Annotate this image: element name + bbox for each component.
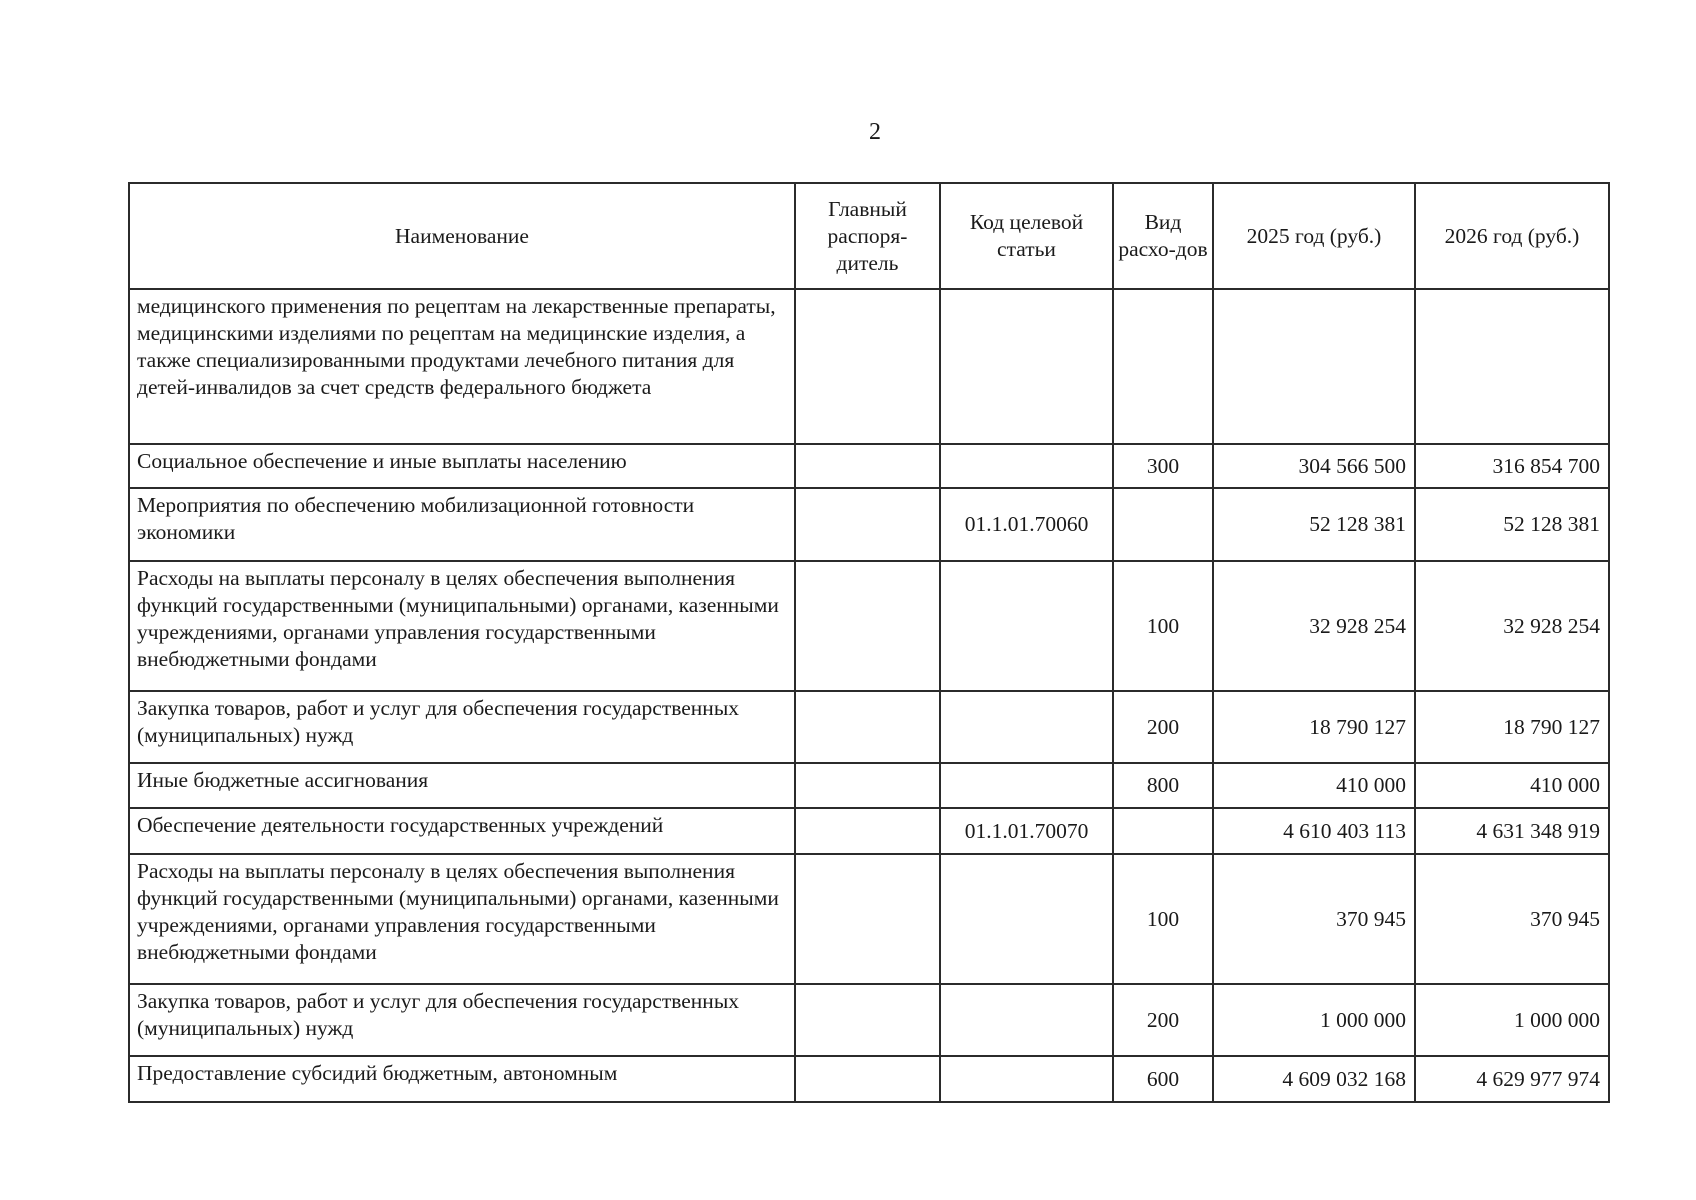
budget-table <box>128 182 1610 1103</box>
table-row <box>129 854 1609 984</box>
row-manager <box>795 763 940 808</box>
row-name: Расходы на выплаты персоналу в целях обеспечения выполнения функций государственными (муниципальными) органами, казенными учреждениями, органами управления государственными внебюджетными фондами <box>129 561 795 691</box>
row-name: Мероприятия по обеспечению мобилизационной готовности экономики <box>129 488 795 561</box>
row-name: Предоставление субсидий бюджетным, автономным <box>129 1056 795 1102</box>
row-code <box>940 561 1113 691</box>
row-name: Закупка товаров, работ и услуг для обеспечения государственных (муниципальных) нужд <box>129 691 795 763</box>
row-kind <box>1113 488 1213 561</box>
row-kind: 800 <box>1113 763 1213 808</box>
row-kind: 200 <box>1113 984 1213 1056</box>
row-kind: 300 <box>1113 444 1213 488</box>
row-manager <box>795 691 940 763</box>
row-amount-2025: 4 609 032 168 <box>1213 1056 1415 1102</box>
row-amount-2025: 4 610 403 113 <box>1213 808 1415 854</box>
row-manager <box>795 488 940 561</box>
row-name: Иные бюджетные ассигнования <box>129 763 795 808</box>
row-amount-2026: 4 631 348 919 <box>1415 808 1609 854</box>
header-2025: 2025 год (руб.) <box>1213 183 1415 289</box>
header-expense-kind: Вид расхо-дов <box>1113 183 1213 289</box>
row-amount-2025: 370 945 <box>1213 854 1415 984</box>
row-amount-2026: 32 928 254 <box>1415 561 1609 691</box>
row-manager <box>795 984 940 1056</box>
table-row <box>129 691 1609 763</box>
row-code <box>940 763 1113 808</box>
page-number: 2 <box>869 119 881 145</box>
row-amount-2025: 410 000 <box>1213 763 1415 808</box>
row-code <box>940 1056 1113 1102</box>
header-name: Наименование <box>129 183 795 289</box>
table-row <box>129 488 1609 561</box>
row-code: 01.1.01.70060 <box>940 488 1113 561</box>
row-code <box>940 854 1113 984</box>
row-manager <box>795 808 940 854</box>
row-code <box>940 691 1113 763</box>
table-row <box>129 808 1609 854</box>
row-manager <box>795 1056 940 1102</box>
table-row <box>129 289 1609 444</box>
row-kind: 100 <box>1113 561 1213 691</box>
row-manager <box>795 444 940 488</box>
row-name: Обеспечение деятельности государственных учреждений <box>129 808 795 854</box>
row-amount-2026: 18 790 127 <box>1415 691 1609 763</box>
table-row <box>129 984 1609 1056</box>
row-amount-2025: 304 566 500 <box>1213 444 1415 488</box>
row-amount-2025: 52 128 381 <box>1213 488 1415 561</box>
row-amount-2025: 32 928 254 <box>1213 561 1415 691</box>
row-name: медицинского применения по рецептам на лекарственные препараты, медицинскими изделиями по рецептам на медицинские изделия, а также специализированными продуктами лечебного питания для детей-инвалидов за счет средств федерального бюджета <box>129 289 795 444</box>
row-manager <box>795 854 940 984</box>
row-manager <box>795 561 940 691</box>
row-kind: 200 <box>1113 691 1213 763</box>
table-header-row <box>129 183 1609 289</box>
table-row <box>129 444 1609 488</box>
row-code: 01.1.01.70070 <box>940 808 1113 854</box>
row-manager <box>795 289 940 444</box>
row-amount-2025: 1 000 000 <box>1213 984 1415 1056</box>
row-amount-2026: 52 128 381 <box>1415 488 1609 561</box>
row-amount-2026: 370 945 <box>1415 854 1609 984</box>
row-amount-2026: 410 000 <box>1415 763 1609 808</box>
header-manager: Главный распоря-дитель <box>795 183 940 289</box>
row-amount-2026 <box>1415 289 1609 444</box>
row-kind <box>1113 289 1213 444</box>
row-code <box>940 984 1113 1056</box>
row-code <box>940 289 1113 444</box>
table-row <box>129 561 1609 691</box>
header-target-code: Код целевой статьи <box>940 183 1113 289</box>
row-kind <box>1113 808 1213 854</box>
table-row <box>129 1056 1609 1102</box>
row-name: Социальное обеспечение и иные выплаты населению <box>129 444 795 488</box>
row-amount-2026: 316 854 700 <box>1415 444 1609 488</box>
row-amount-2026: 4 629 977 974 <box>1415 1056 1609 1102</box>
row-name: Закупка товаров, работ и услуг для обеспечения государственных (муниципальных) нужд <box>129 984 795 1056</box>
row-code <box>940 444 1113 488</box>
row-kind: 100 <box>1113 854 1213 984</box>
header-2026: 2026 год (руб.) <box>1415 183 1609 289</box>
row-amount-2026: 1 000 000 <box>1415 984 1609 1056</box>
table-row <box>129 763 1609 808</box>
row-kind: 600 <box>1113 1056 1213 1102</box>
row-amount-2025: 18 790 127 <box>1213 691 1415 763</box>
row-amount-2025 <box>1213 289 1415 444</box>
row-name: Расходы на выплаты персоналу в целях обеспечения выполнения функций государственными (муниципальными) органами, казенными учреждениями, органами управления государственными внебюджетными фондами <box>129 854 795 984</box>
